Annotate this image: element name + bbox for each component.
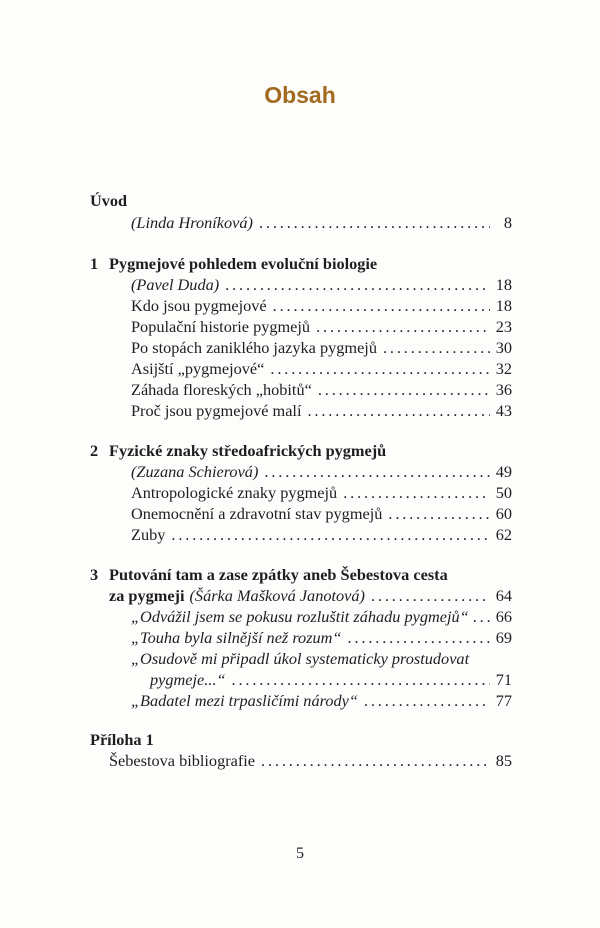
toc-entry <box>131 400 512 422</box>
toc-entry <box>131 482 512 504</box>
chapter-1-heading <box>90 253 377 275</box>
leader-dots <box>388 503 489 525</box>
page-number-footer: 5 <box>296 845 304 862</box>
leader-dots <box>473 606 492 628</box>
page-number: 60 <box>495 504 512 523</box>
leader-dots <box>225 274 490 296</box>
page-number: 62 <box>495 525 512 544</box>
chapter-title: Fyzické znaky středoafrických pygmejů <box>109 441 387 460</box>
entry-label: „Odvážil jsem se pokusu rozluštit záhadu pygmejů“ <box>131 607 469 626</box>
entry-label: Antropologické znaky pygmejů <box>131 483 338 502</box>
leader-dots <box>318 379 490 401</box>
entry-label: Po stopách zaniklého jazyka pygmejů <box>131 338 377 357</box>
leader-dots <box>348 627 490 649</box>
chapter-2-author: (Zuzana Schierová) <box>131 462 259 481</box>
entry-label: „Osudově mi připadl úkol systematicky prostudovat <box>131 649 470 668</box>
toc-entry <box>131 295 512 317</box>
leader-dots <box>371 585 490 607</box>
toc-entry <box>131 461 512 483</box>
leader-dots <box>259 212 490 234</box>
toc-entry <box>131 212 512 234</box>
page-number: 77 <box>495 691 512 710</box>
toc-entry <box>109 585 512 607</box>
toc-entry <box>131 379 512 401</box>
page-number: 36 <box>495 380 512 399</box>
chapter-title-continued: za pygmeji <box>109 586 185 605</box>
page-number: 30 <box>495 338 512 357</box>
entry-label: Záhada floreských „hobitů“ <box>131 380 312 399</box>
page-number: 69 <box>495 628 512 647</box>
chapter-1-author: (Pavel Duda) <box>131 275 220 294</box>
chapter-2-heading <box>90 440 386 462</box>
page-number: 32 <box>495 359 512 378</box>
chapter-number: 1 <box>90 254 99 273</box>
toc-entry <box>131 524 512 546</box>
leader-dots <box>270 358 489 380</box>
toc-entry <box>109 750 512 772</box>
leader-dots <box>273 295 490 317</box>
page-number: 49 <box>495 462 512 481</box>
page-number: 71 <box>495 670 512 689</box>
page-number: 23 <box>495 317 512 336</box>
toc-entry <box>131 627 512 649</box>
toc-entry <box>131 316 512 338</box>
leader-dots <box>364 690 490 712</box>
leader-dots <box>307 400 489 422</box>
toc-entry <box>150 669 512 691</box>
toc-entry <box>131 690 512 712</box>
leader-dots <box>264 461 489 483</box>
entry-label: Zuby <box>131 525 166 544</box>
appendix-heading: Příloha 1 <box>90 730 154 749</box>
toc-entry <box>131 274 512 296</box>
page-number: 64 <box>495 586 512 605</box>
entry-label: Asijští „pygmejové“ <box>131 359 265 378</box>
leader-dots <box>261 750 490 772</box>
entry-label: „Touha byla silnější než rozum“ <box>131 628 342 647</box>
page-number: 66 <box>495 607 512 626</box>
chapter-3-heading <box>90 564 448 586</box>
chapter-number: 3 <box>90 565 99 584</box>
toc-entry <box>131 358 512 380</box>
entry-label: Kdo jsou pygmejové <box>131 296 267 315</box>
entry-label: Populační historie pygmejů <box>131 317 311 336</box>
entry-label: „Badatel mezi trpasličími národy“ <box>131 691 358 710</box>
appendix-label: Šebestova bibliografie <box>109 751 256 770</box>
page-title: Obsah <box>264 82 336 108</box>
page-number: 18 <box>495 296 512 315</box>
leader-dots <box>316 316 490 338</box>
page-number: 50 <box>495 483 512 502</box>
page-number: 18 <box>495 275 512 294</box>
toc-entry <box>131 337 512 359</box>
toc-entry <box>131 503 512 525</box>
chapter-3-author: (Šárka Mašková Janotová) <box>189 586 365 605</box>
page-number: 43 <box>495 401 512 420</box>
leader-dots <box>343 482 490 504</box>
intro-heading: Úvod <box>90 191 128 210</box>
intro-author: (Linda Hroníková) <box>131 213 253 232</box>
page-number: 8 <box>503 213 512 232</box>
entry-label: Proč jsou pygmejové malí <box>131 401 302 420</box>
page-number: 85 <box>495 751 512 770</box>
leader-dots <box>171 524 489 546</box>
leader-dots <box>232 669 490 691</box>
entry-label-continued: pygmeje...“ <box>150 670 226 689</box>
chapter-title: Pygmejové pohledem evoluční biologie <box>109 254 378 273</box>
toc-entry <box>131 606 512 628</box>
entry-label: Onemocnění a zdravotní stav pygmejů <box>131 504 383 523</box>
chapter-number: 2 <box>90 441 99 460</box>
leader-dots <box>383 337 490 359</box>
chapter-title: Putování tam a zase zpátky aneb Šebestova cesta <box>109 565 448 584</box>
